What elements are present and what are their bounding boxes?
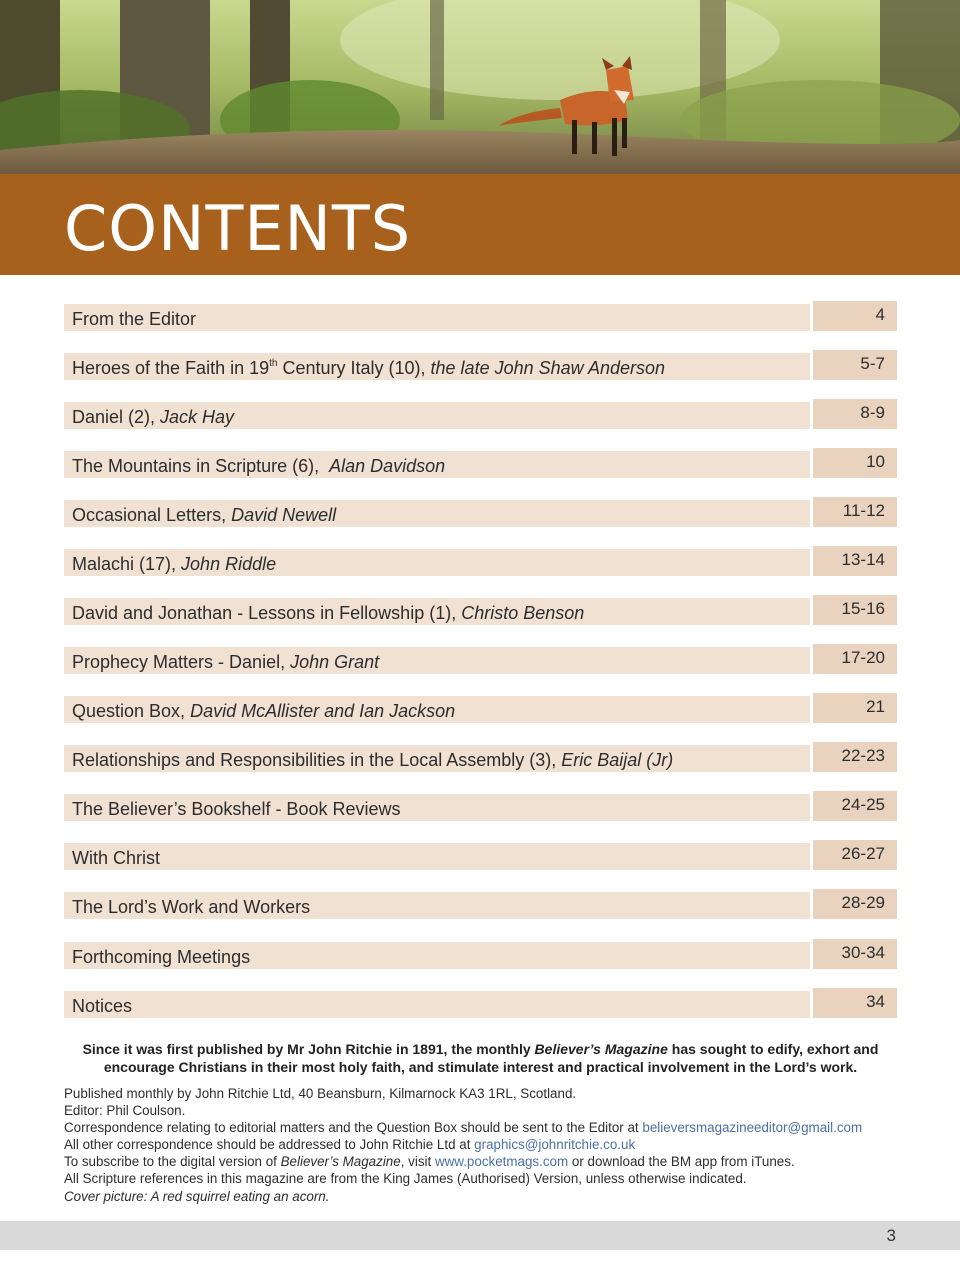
toc-title-box [64,794,810,821]
toc-page-box [813,350,897,380]
toc-page: 28-29 [841,893,885,912]
contents-banner [0,174,960,275]
toc-row[interactable] [64,399,897,429]
toc-page-box [813,595,897,625]
toc-page: 21 [866,697,885,716]
toc-author: David McAllister and Ian Jackson [190,701,456,721]
toc-row[interactable] [64,791,897,821]
toc-title: David and Jonathan - Lessons in Fellowship (1), [72,603,462,623]
toc-author: John Grant [290,652,380,672]
graphics-email-link[interactable]: graphics@johnritchie.co.uk [474,1137,636,1153]
toc-title: The Believer’s Bookshelf - Book Reviews [72,799,401,819]
toc-page: 8-9 [860,403,885,422]
toc-title-box [64,991,810,1018]
hero-photo [0,0,960,174]
toc-author: Eric Baijal (Jr) [561,750,674,770]
info-cover: Cover picture: A red squirrel eating an acorn. [64,1188,330,1204]
toc-title: Question Box, [72,701,191,721]
toc-page-box [813,546,897,576]
toc-row[interactable] [64,350,897,380]
magazine-description [64,1040,897,1076]
toc-author: Jack Hay [160,407,235,427]
toc-row[interactable] [64,595,897,625]
editor-email-link[interactable]: believersmagazineeditor@gmail.com [642,1120,863,1136]
toc-page-box [813,939,897,969]
toc-title: Daniel (2), [72,407,161,427]
toc-page-box [813,301,897,331]
toc-title-box [64,402,810,429]
toc-title: With Christ [72,848,161,868]
page-title: CONTENTS [64,192,412,265]
info-text: All other correspondence should be addressed to John Ritchie Ltd at [64,1137,475,1153]
toc-row[interactable] [64,939,897,969]
info-editor: Editor: Phil Coulson. [64,1103,186,1119]
pocketmags-link[interactable]: www.pocketmags.com [434,1154,569,1170]
page-number: 3 [886,1226,896,1245]
about-text: encourage Christians in their most holy faith, and stimulate interest and practical involvement in the Lord’s work. [103,1059,858,1075]
toc-page-box [813,889,897,919]
toc-row[interactable] [64,448,897,478]
toc-page: 13-14 [841,550,885,569]
toc-author: the late John Shaw Anderson [430,358,666,378]
about-text: Since it was first published by Mr John Ritchie in 1891, the monthly [82,1041,535,1057]
info-text: or download the BM app from iTunes. [568,1154,795,1170]
toc-title-box [64,892,810,919]
toc-page: 10 [866,452,885,471]
toc-title: The Lord’s Work and Workers [72,897,311,917]
toc-row[interactable] [64,840,897,870]
publisher-info [64,1085,924,1205]
toc-title-rest: Century Italy (10), [277,358,431,378]
toc-page: 26-27 [841,844,885,863]
info-text: Correspondence relating to editorial matters and the Question Box should be sent to the Editor at [64,1120,643,1136]
toc-row[interactable] [64,889,897,919]
toc-row[interactable] [64,546,897,576]
toc-title: Malachi (17), [72,554,182,574]
toc-title: Prophecy Matters - Daniel, [72,652,291,672]
magazine-name: Believer’s Magazine [534,1041,668,1057]
toc-author: John Riddle [181,554,277,574]
toc-title-box [64,598,810,625]
toc-page-box [813,840,897,870]
toc-title-box [64,304,810,331]
toc-row[interactable] [64,742,897,772]
info-published: Published monthly by John Ritchie Ltd, 40 Beansburn, Kilmarnock KA3 1RL, Scotland. [64,1086,577,1101]
toc-row[interactable] [64,644,897,674]
toc-page-box [813,791,897,821]
magazine-name: Believer’s Magazine [280,1154,401,1170]
toc-page: 24-25 [841,795,885,814]
toc-title: Relationships and Responsibilities in the Local Assembly (3), [72,750,562,770]
toc-page-box [813,693,897,723]
toc-title: Occasional Letters, [72,505,232,525]
toc-author: Christo Benson [461,603,585,623]
toc-page: 22-23 [841,746,885,765]
toc-title-box [64,500,810,527]
toc-title-box [64,696,810,723]
toc-title-box [64,745,810,772]
info-scripture: All Scripture references in this magazine are from the King James (Authorised) Version, unless otherwise indicated. [64,1171,747,1187]
toc-page: 4 [875,305,885,324]
toc-row[interactable] [64,693,897,723]
toc-title-sup: th [269,358,278,369]
toc-title-box [64,942,810,969]
toc-page: 34 [866,992,885,1011]
toc-row[interactable] [64,497,897,527]
toc-title: Heroes of the Faith in 19 [72,358,270,378]
toc-author: Alan Davidson [329,456,446,476]
toc-page-box [813,644,897,674]
toc-page-box [813,988,897,1018]
toc-title: From the Editor [72,309,197,329]
toc-title: Notices [72,996,133,1016]
toc-title-box [64,843,810,870]
toc-page-box [813,399,897,429]
toc-page-box [813,497,897,527]
toc-title-box [64,647,810,674]
toc-page: 15-16 [841,599,885,618]
info-text: , visit [400,1154,435,1170]
info-text: To subscribe to the digital version of [64,1154,281,1170]
toc-page-box [813,742,897,772]
toc-row[interactable] [64,988,897,1018]
toc-page: 30-34 [841,943,885,962]
toc-page: 5-7 [860,354,885,373]
toc-title-box [64,451,810,478]
toc-title: The Mountains in Scripture (6), [72,456,330,476]
toc-page-box [813,448,897,478]
toc-page: 11-12 [842,501,885,520]
toc-row[interactable] [64,301,897,331]
toc-title-box [64,353,810,380]
fox-forest-illustration [0,0,960,174]
about-text: has sought to edify, exhort and [667,1041,879,1057]
footer-bar [0,1221,960,1250]
toc-page: 17-20 [841,648,885,667]
toc-author: David Newell [231,505,337,525]
toc-title-box [64,549,810,576]
toc-title: Forthcoming Meetings [72,947,251,967]
